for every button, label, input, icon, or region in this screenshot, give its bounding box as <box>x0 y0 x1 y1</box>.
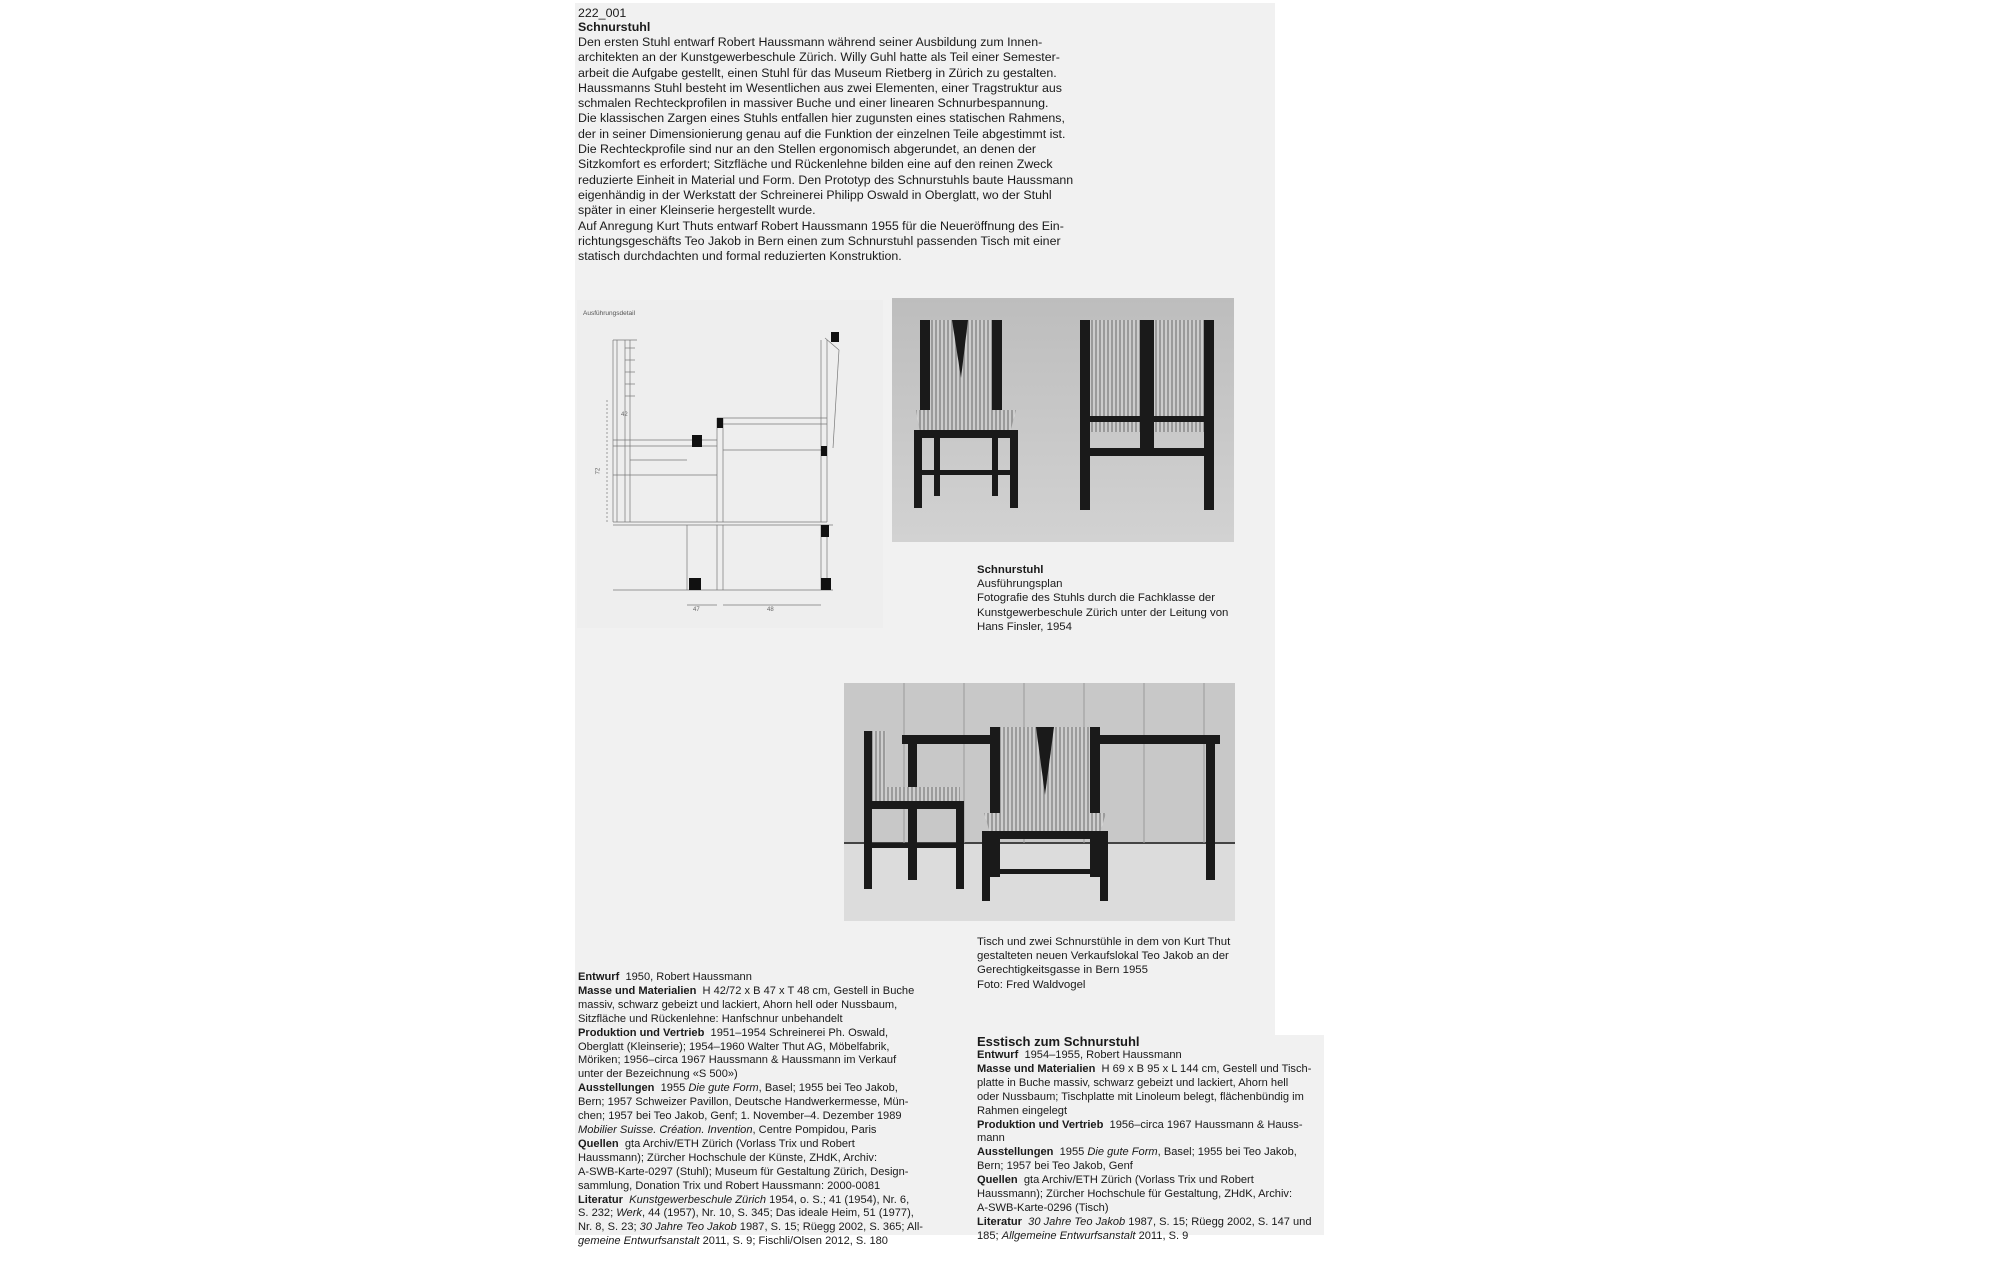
detail-text: Oberglatt (Kleinserie); 1954–1960 Walter Thut AG, Möbelfabrik, <box>578 1040 890 1053</box>
caption-chairs-line: Hans Finsler, 1954 <box>977 620 1072 633</box>
detail-heading: Quellen <box>578 1137 619 1150</box>
detail-heading: Produktion und Vertrieb <box>977 1118 1104 1131</box>
chair-details <box>578 971 923 1249</box>
detail-title-italic: gemeine Entwurfsanstalt <box>578 1235 700 1248</box>
detail-text: Haussmann); Zürcher Hochschule der Künste, ZHdK, Archiv: <box>578 1151 878 1164</box>
detail-text: gta Archiv/ETH Zürich (Vorlass Trix und Robert <box>618 1137 855 1150</box>
detail-text: sammlung, Donation Trix und Robert Haussmann: 2000-0081 <box>578 1179 881 1192</box>
detail-title-italic: Die gute Form <box>688 1082 759 1095</box>
detail-title-italic: 30 Jahre Teo Jakob <box>1028 1215 1126 1228</box>
intro-line: richtungsgeschäfts Teo Jakob in Bern einen zum Schnurstuhl passenden Tisch mit einer <box>578 233 1061 248</box>
detail-heading: Entwurf <box>977 1049 1019 1061</box>
detail-text: , Basel; 1955 bei Teo Jakob, <box>758 1082 898 1095</box>
detail-line <box>578 1110 923 1124</box>
intro-line: architekten an der Kunstgewerbeschule Zürich. Willy Guhl hatte als Teil einer Semester- <box>578 50 1060 65</box>
detail-text: oder Nussbaum; Tischplatte mit Linoleum belegt, flächenbündig im <box>977 1090 1304 1103</box>
detail-heading: Ausstellungen <box>578 1082 655 1095</box>
detail-text: H 42/72 x B 47 x T 48 cm, Gestell in Buche <box>696 984 915 997</box>
intro-line: später in einer Kleinserie hergestellt wurde. <box>578 203 816 218</box>
caption-chairs-line: Fotografie des Stuhls durch die Fachklasse der <box>977 592 1216 605</box>
detail-text: gta Archiv/ETH Zürich (Vorlass Trix und Robert <box>1017 1174 1254 1187</box>
detail-line <box>578 1166 923 1180</box>
table-photo <box>844 683 1235 921</box>
detail-text: 1954–1955, Robert Haussmann <box>1018 1049 1182 1061</box>
caption-chairs-title: Schnurstuhl <box>977 564 1044 576</box>
detail-line <box>578 971 923 985</box>
table-details <box>977 1049 1312 1244</box>
detail-line <box>977 1105 1312 1119</box>
detail-text: , Centre Pompidou, Paris <box>752 1123 877 1136</box>
detail-line <box>578 1152 923 1166</box>
detail-text: chen; 1957 bei Teo Jakob, Genf; 1. November–4. Dezember 1989 <box>578 1110 902 1123</box>
entry-title: Schnurstuhl <box>578 20 651 34</box>
detail-title-italic: 30 Jahre Teo Jakob <box>639 1221 737 1234</box>
table-details-block <box>977 1034 1140 1049</box>
intro-line: Sitzkomfort es erfordert; Sitzfläche und Rückenlehne bilden eine auf den reinen Zweck <box>578 157 1053 172</box>
detail-line <box>578 1124 923 1138</box>
detail-heading: Entwurf <box>578 971 620 983</box>
detail-title-italic: Werk <box>616 1207 642 1220</box>
detail-text: A-SWB-Karte-0297 (Stuhl); Museum für Gestaltung Zürich, Design- <box>578 1165 909 1178</box>
detail-text: H 69 x B 95 x L 144 cm, Gestell und Tisch- <box>1095 1062 1312 1075</box>
detail-line <box>578 1054 923 1068</box>
intro-line: der in seiner Dimensionierung genau auf die Funktion der einzelnen Teile abgestimmt ist. <box>578 126 1066 141</box>
caption-table-line: Tisch und zwei Schnurstühle in dem von Kurt Thut <box>977 936 1231 948</box>
detail-line <box>578 1027 923 1041</box>
detail-line <box>977 1160 1312 1174</box>
detail-text: Haussmann); Zürcher Hochschule für Gestaltung, ZHdK, Archiv: <box>977 1188 1293 1201</box>
detail-heading: Ausstellungen <box>977 1146 1054 1159</box>
detail-text: , 44 (1957), Nr. 10, S. 345; Das ideale Heim, 51 (1977), <box>641 1207 914 1220</box>
caption-table-line: Gerechtigkeitsgasse in Bern 1955 <box>977 964 1148 977</box>
caption-chairs <box>977 563 1228 634</box>
caption-table-line: gestalteten neuen Verkaufslokal Teo Jakob an der <box>977 950 1229 963</box>
intro-line: Auf Anregung Kurt Thuts entwarf Robert Haussmann 1955 für die Neueröffnung des Ein- <box>578 218 1064 233</box>
detail-text: 1955 <box>1053 1146 1088 1159</box>
detail-line <box>578 1082 923 1096</box>
detail-line <box>977 1077 1312 1091</box>
detail-heading: Produktion und Vertrieb <box>578 1026 705 1039</box>
detail-heading: Masse und Materialien <box>977 1062 1096 1075</box>
detail-text: 185; <box>977 1229 1002 1242</box>
caption-table <box>977 935 1230 992</box>
detail-line <box>977 1132 1312 1146</box>
detail-title-italic: Allgemeine Entwurfsanstalt <box>1001 1229 1136 1242</box>
detail-line <box>977 1063 1312 1077</box>
detail-line <box>977 1049 1312 1063</box>
detail-text: , Basel; 1955 bei Teo Jakob, <box>1157 1146 1297 1159</box>
caption-table-line: Foto: Fred Waldvogel <box>977 978 1086 991</box>
table-details-title: Esstisch zum Schnurstuhl <box>977 1034 1140 1049</box>
detail-line <box>977 1091 1312 1105</box>
detail-title-italic: Mobilier Suisse. Création. Invention <box>578 1123 753 1136</box>
detail-line <box>578 1207 923 1221</box>
detail-line <box>578 1138 923 1152</box>
detail-line <box>977 1174 1312 1188</box>
detail-line <box>977 1202 1312 1216</box>
detail-text: mann <box>977 1132 1005 1145</box>
detail-line <box>977 1146 1312 1160</box>
detail-text: Rahmen eingelegt <box>977 1104 1068 1117</box>
drawing-label: Ausführungsdetail <box>583 310 636 317</box>
detail-line <box>578 999 923 1013</box>
detail-text: 2011, S. 9 <box>1135 1229 1189 1242</box>
detail-text: Sitzfläche und Rückenlehne: Hanfschnur unbehandelt <box>578 1012 843 1025</box>
detail-text: Nr. 8, S. 23; <box>578 1221 640 1234</box>
entry-number: 222_001 <box>578 6 627 20</box>
detail-text: 1987, S. 15; Rüegg 2002, S. 147 und <box>1125 1215 1312 1228</box>
detail-line <box>977 1216 1312 1230</box>
intro-line: eigenhändig in der Werkstatt der Schreinerei Philipp Oswald in Oberglatt, wo der Stuhl <box>578 187 1052 202</box>
caption-chairs-line: Ausführungsplan <box>977 578 1063 591</box>
detail-line <box>578 1221 923 1235</box>
intro-line: Haussmanns Stuhl besteht im Wesentlichen aus zwei Elementen, einer Tragstruktur aus <box>578 80 1062 95</box>
detail-line <box>578 1235 923 1249</box>
dim-width-47: 47 <box>693 607 700 613</box>
detail-text: Möriken; 1956–circa 1967 Haussmann & Haussmann im Verkauf <box>578 1054 897 1067</box>
detail-line <box>977 1230 1312 1244</box>
detail-title-italic: Kunstgewerbeschule Zürich <box>629 1193 767 1206</box>
technical-drawing <box>577 300 883 628</box>
detail-line <box>578 1068 923 1082</box>
detail-text: 1956–circa 1967 Haussmann & Hauss- <box>1103 1118 1303 1131</box>
detail-text: S. 232; <box>578 1207 617 1220</box>
detail-line <box>578 1096 923 1110</box>
intro-line: Den ersten Stuhl entwarf Robert Haussmann während seiner Ausbildung zum Innen- <box>578 35 1043 49</box>
detail-text: 2011, S. 9; Fischli/Olsen 2012, S. 180 <box>699 1235 888 1248</box>
detail-line <box>578 1013 923 1027</box>
detail-heading: Literatur <box>578 1193 623 1206</box>
intro-line: statisch durchdachten und formal reduzierten Konstruktion. <box>578 249 902 264</box>
detail-text: Bern; 1957 bei Teo Jakob, Genf <box>977 1160 1133 1173</box>
detail-line <box>578 1041 923 1055</box>
detail-line <box>977 1119 1312 1133</box>
detail-text: A-SWB-Karte-0296 (Tisch) <box>977 1201 1109 1214</box>
intro-line: Die Rechteckprofile sind nur an den Stellen ergonomisch abgerundet, an denen der <box>578 142 1037 157</box>
caption-chairs-line: Kunstgewerbeschule Zürich unter der Leitung von <box>977 606 1229 619</box>
dim-depth-48: 48 <box>767 607 774 613</box>
intro-line: schmalen Rechteckprofilen in massiver Buche und einer linearen Schnurbespannung. <box>578 96 1049 111</box>
detail-heading: Literatur <box>977 1215 1022 1228</box>
detail-text: 1987, S. 15; Rüegg 2002, S. 365; All- <box>736 1221 923 1234</box>
intro-text <box>578 35 1073 264</box>
chairs-photo-svg <box>892 298 1234 542</box>
detail-text: unter der Bezeichnung «S 500») <box>578 1068 738 1081</box>
detail-title-italic: Die gute Form <box>1087 1146 1158 1159</box>
detail-line <box>578 985 923 999</box>
dim-height-42: 42 <box>621 412 628 418</box>
detail-text: 1954, o. S.; 41 (1954), Nr. 6, <box>766 1193 910 1206</box>
detail-line <box>977 1188 1312 1202</box>
chairs-photo <box>892 298 1234 542</box>
detail-heading: Masse und Materialien <box>578 984 697 997</box>
detail-text: 1955 <box>654 1082 689 1095</box>
detail-heading: Quellen <box>977 1174 1018 1187</box>
detail-text: 1950, Robert Haussmann <box>619 971 752 983</box>
chair-drawing-svg <box>577 300 883 628</box>
intro-line: Die klassischen Zargen eines Stuhls entfallen hier zugunsten eines statischen Rahmens, <box>578 111 1065 126</box>
intro-line: reduzierte Einheit in Material und Form. Den Prototyp des Schnurstuhls baute Haussmann <box>578 172 1074 187</box>
detail-line <box>578 1194 923 1208</box>
dim-height-72: 72 <box>595 467 602 475</box>
detail-line <box>578 1180 923 1194</box>
detail-text: Bern; 1957 Schweizer Pavillon, Deutsche Handwerkermesse, Mün- <box>578 1096 909 1109</box>
table-photo-svg <box>844 683 1235 921</box>
detail-text: 1951–1954 Schreinerei Ph. Oswald, <box>704 1026 889 1039</box>
detail-text: platte in Buche massiv, schwarz gebeizt und lackiert, Ahorn hell <box>977 1076 1289 1089</box>
intro-line: arbeit die Aufgabe gestellt, einen Stuhl für das Museum Rietberg in Zürich zu gestalten. <box>578 65 1057 80</box>
detail-text: massiv, schwarz gebeizt und lackiert, Ahorn hell oder Nussbaum, <box>578 998 898 1011</box>
